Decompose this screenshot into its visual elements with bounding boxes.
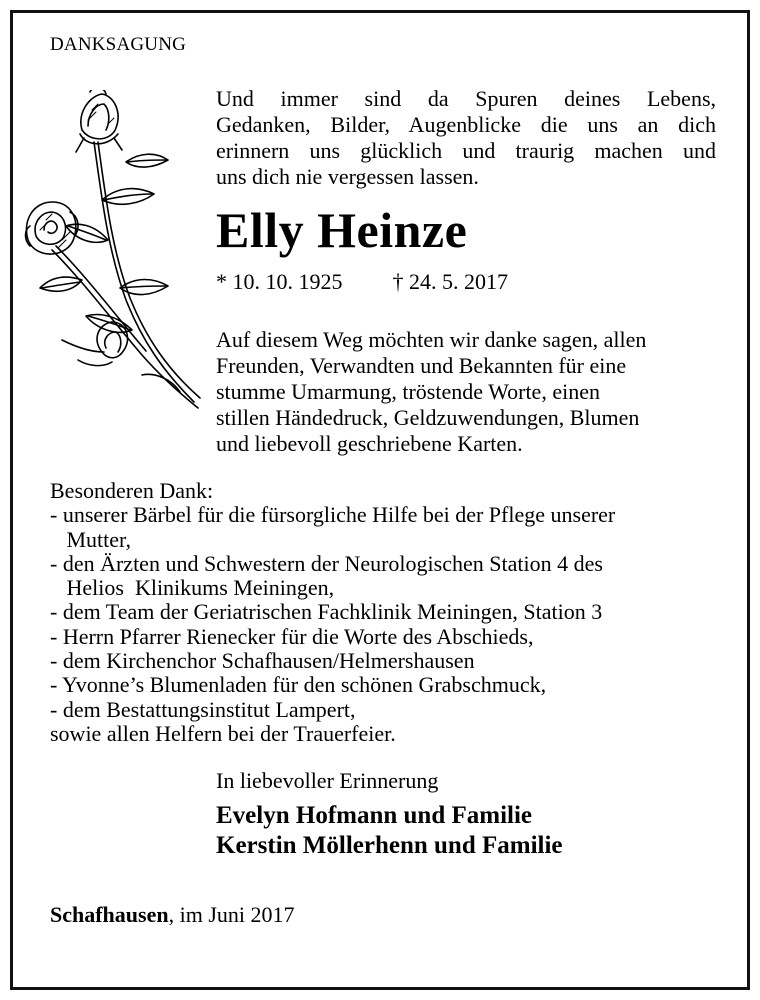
special-thanks-line: Helios Klinikums Meiningen,	[50, 575, 335, 601]
signer-name: Evelyn Hofmann und Familie	[216, 802, 533, 829]
thanks-paragraph	[216, 327, 716, 457]
rose-icon	[22, 90, 212, 420]
notice-heading: DANKSAGUNG	[50, 34, 187, 55]
quote-line: Und immer sind da Spuren deines Lebens,	[216, 86, 716, 111]
signer-name: Kerstin Möllerhenn und Familie	[216, 832, 563, 859]
special-thanks-line: - dem Team der Geriatrischen Fachklinik Meiningen, Station 3	[50, 599, 603, 625]
deceased-name: Elly Heinze	[216, 202, 468, 258]
thanks-line: Freunden, Verwandten und Bekannten für eine	[216, 353, 627, 378]
special-thanks	[50, 479, 720, 746]
place-name: Schafhausen	[50, 902, 169, 927]
special-thanks-line: - Yvonne’s Blumenladen für den schönen Grabschmuck,	[50, 672, 547, 698]
signers	[216, 801, 563, 861]
special-thanks-line: - dem Bestattungsinstitut Lampert,	[50, 696, 356, 722]
memorial-quote	[216, 86, 716, 190]
special-thanks-line: - unserer Bärbel für die fürsorgliche Hilfe bei der Pflege unserer	[50, 502, 616, 528]
memory-line: In liebevoller Erinnerung	[216, 768, 439, 793]
special-thanks-line: Mutter,	[50, 526, 131, 552]
quote-line: Gedanken, Bilder, Augenblicke die uns an dich	[216, 112, 716, 137]
special-thanks-line: - den Ärzten und Schwestern der Neurologischen Station 4 des	[50, 550, 603, 576]
life-dates	[216, 269, 508, 295]
notice-date: , im Juni 2017	[168, 902, 295, 927]
thanks-line: und liebevoll geschriebene Karten.	[216, 431, 523, 456]
birth-date: * 10. 10. 1925	[216, 269, 343, 294]
thanks-line: stumme Umarmung, tröstende Worte, einen	[216, 379, 600, 404]
thanks-line: stillen Händedruck, Geldzuwendungen, Blumen	[216, 405, 640, 430]
quote-line: uns dich nie vergessen lassen.	[216, 164, 479, 189]
thanks-line: Auf diesem Weg möchten wir danke sagen, allen	[216, 327, 647, 352]
death-date: † 24. 5. 2017	[392, 269, 508, 294]
place-date	[50, 902, 295, 928]
special-thanks-line: sowie allen Helfern bei der Trauerfeier.	[50, 720, 396, 746]
special-thanks-title: Besonderen Dank:	[50, 478, 214, 503]
special-thanks-line: - dem Kirchenchor Schafhausen/Helmershausen	[50, 648, 475, 674]
quote-line: erinnern uns glücklich und traurig machen und	[216, 138, 716, 163]
special-thanks-line: - Herrn Pfarrer Rienecker für die Worte des Abschieds,	[50, 623, 534, 649]
